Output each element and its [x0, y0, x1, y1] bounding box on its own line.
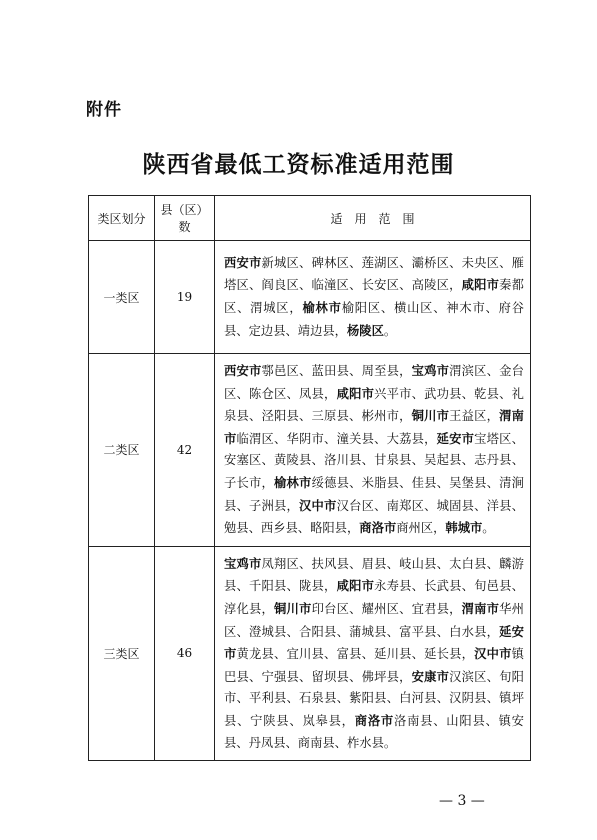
city-name: 咸阳市 [461, 277, 500, 293]
district-list: 黄龙县、宜川县、富县、延川县、延长县， [236, 647, 475, 662]
region-class: 二类区 [89, 354, 155, 547]
district-list: 印台区、耀州区、宜君县， [311, 601, 462, 616]
header-scope: 适 用 范 围 [215, 196, 531, 241]
header-class: 类区划分 [89, 196, 155, 241]
table-row [89, 241, 531, 354]
region-list [215, 546, 531, 760]
page-number: — 3 — [439, 793, 485, 809]
region-list [215, 354, 531, 547]
table-row [89, 546, 531, 760]
district-list: 新城区、碑林区、莲湖区、灞桥区、未央区、雁塔区、阎良区、临潼区、长安区、高陵区， [224, 255, 524, 293]
attachment-label: 附件 [86, 100, 122, 120]
city-name: 延安市 [436, 430, 475, 446]
city-name: 榆林市 [302, 300, 342, 315]
document-title: 陕西省最低工资标准适用范围 [142, 151, 455, 178]
city-name: 宝鸡市 [224, 555, 262, 571]
table-header-row [89, 196, 531, 241]
district-list: 王益区， [449, 409, 500, 424]
city-name: 铜川市 [411, 408, 450, 424]
district-list: 秦都区、渭城区， [224, 278, 524, 315]
district-list: 永寿县、长武县、旬邑县、淳化县， [224, 579, 524, 616]
city-name: 西安市 [224, 254, 262, 270]
district-list: 兴平市、武功县、乾县、礼泉县、泾阳县、三原县、彬州市， [224, 386, 524, 424]
wage-region-table [88, 195, 531, 761]
city-name: 榆林市 [274, 474, 312, 490]
city-name: 渭南市 [461, 600, 500, 616]
city-name: 延安市 [224, 623, 524, 662]
city-name: 铜川市 [274, 600, 312, 616]
county-count: 46 [155, 546, 215, 760]
city-name: 安康市 [411, 668, 450, 684]
district-list: 汉台区、南郑区、城固县、洋县、勉县、西乡县、略阳县， [224, 498, 524, 536]
district-list: 华州区、澄城县、合阳县、蒲城县、富平县、白水县， [224, 601, 524, 639]
district-list: 绥德县、米脂县、佳县、吴堡县、清涧县、子洲县， [224, 475, 524, 513]
district-list: 。 [383, 323, 397, 338]
county-count: 19 [155, 241, 215, 354]
district-list: 渭滨区、金台区、陈仓区、凤县， [224, 364, 524, 401]
city-name: 渭南市 [224, 408, 524, 446]
city-name: 咸阳市 [336, 385, 375, 401]
district-list: 汉滨区、旬阳市、平利县、石泉县、紫阳县、白河县、汉阴县、镇坪县、宁陕县、岚皋县， [224, 669, 524, 728]
district-list: 凤翔区、扶风县、眉县、岐山县、太白县、麟游县、千阳县、陇县， [224, 556, 524, 594]
county-count: 42 [155, 354, 215, 547]
district-list: 商州区， [396, 521, 446, 536]
district-list: 洛南县、山阳县、镇安县、丹凤县、商南县、柞水县。 [224, 713, 524, 750]
district-list: 。 [482, 521, 495, 536]
city-name: 汉中市 [474, 646, 512, 662]
region-class: 一类区 [89, 241, 155, 354]
city-name: 杨陵区 [346, 322, 384, 338]
city-name: 商洛市 [359, 520, 397, 536]
city-name: 宝鸡市 [411, 363, 450, 378]
city-name: 韩城市 [445, 520, 483, 536]
table-row [89, 354, 531, 547]
district-list: 鄠邑区、蓝田县、周至县， [261, 364, 412, 378]
city-name: 咸阳市 [336, 578, 375, 594]
header-count: 县（区）数 [155, 196, 215, 241]
city-name: 西安市 [224, 363, 262, 378]
district-list: 临渭区、华阴市、潼关县、大荔县， [236, 431, 437, 446]
district-list: 榆阳区、横山区、神木市、府谷县、定边县、靖边县， [224, 301, 524, 338]
district-list: 镇巴县、宁强县、留坝县、佛坪县， [224, 647, 524, 684]
city-name: 汉中市 [299, 497, 337, 513]
region-list [215, 241, 531, 354]
city-name: 商洛市 [354, 712, 394, 728]
district-list: 宝塔区、安塞区、黄陵县、洛川县、甘泉县、吴起县、志丹县、子长市， [224, 431, 524, 490]
region-class: 三类区 [89, 546, 155, 760]
